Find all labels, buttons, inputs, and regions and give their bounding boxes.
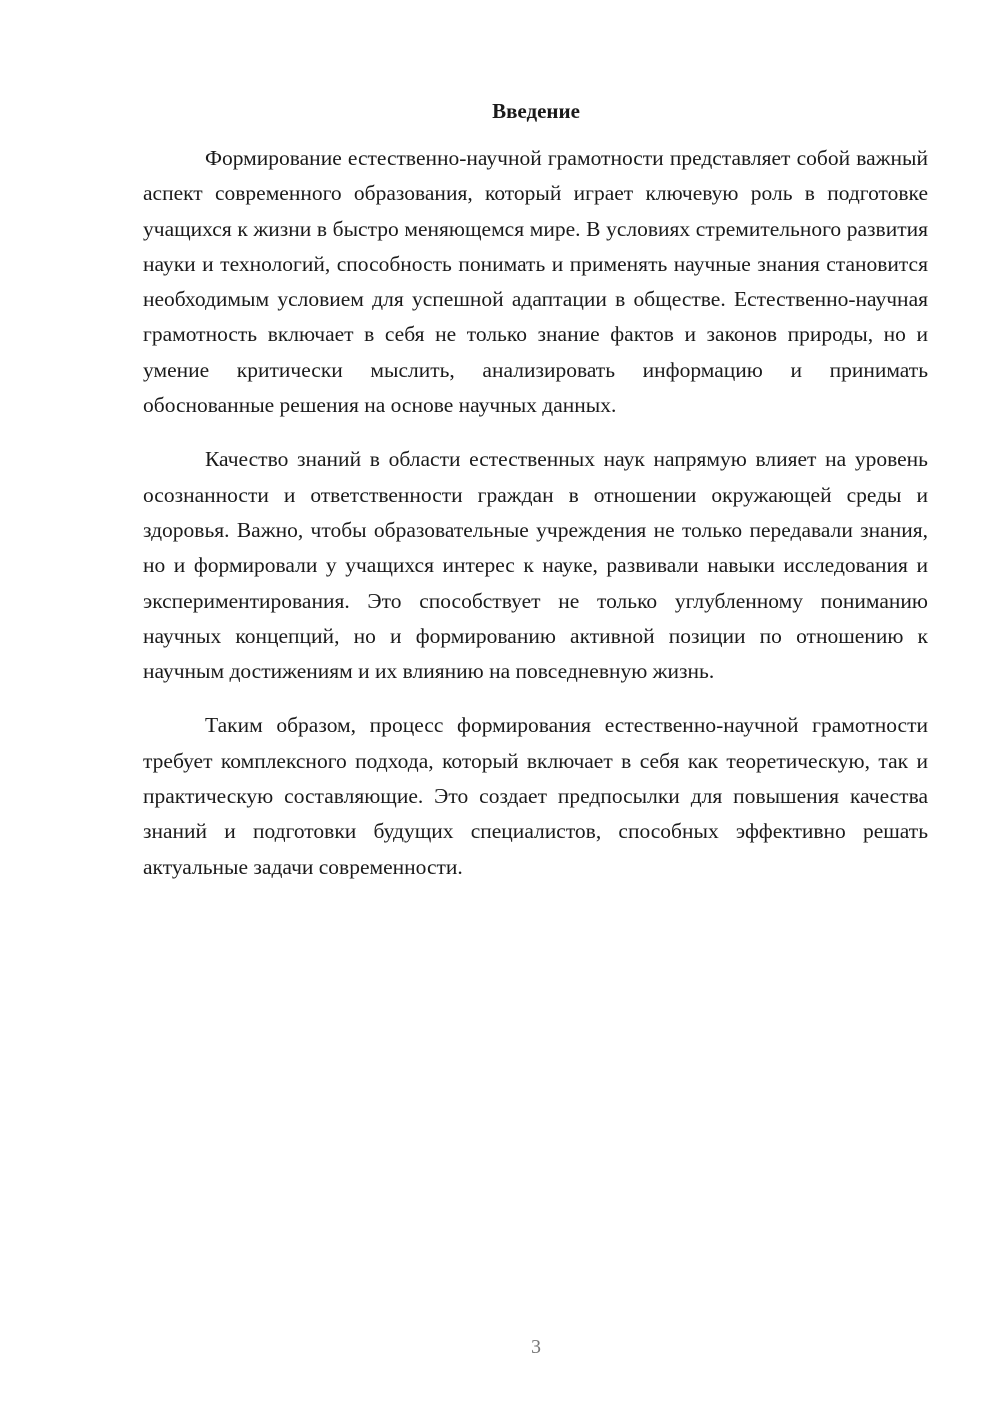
body-text [143, 141, 928, 904]
section-title: Введение [492, 99, 580, 123]
paragraph-2: Качество знаний в области естественных наук напрямую влияет на уровень осознанности и ответственности граждан в отношении окружающей среды и здоровья. Важно, чтобы образовательные учреждения не только передавали знания, но и формировали у учащихся интерес к науке, развивали навыки исследования и экспериментирования. Это способствует не только углубленному пониманию научных концепций, но и формированию активной позиции по отношению к научным достижениям и их влиянию на повседневную жизнь. [143, 447, 928, 684]
paragraph-3: Таким образом, процесс формирования естественно-научной грамотности требует комплексного подхода, который включает в себя как теоретическую, так и практическую составляющие. Это создает предпосылки для повышения качества знаний и подготовки будущих специалистов, способных эффективно решать актуальные задачи современности. [143, 713, 928, 879]
paragraph-1: Формирование естественно-научной грамотности представляет собой важный аспект современного образования, который играет ключевую роль в подготовке учащихся к жизни в быстро меняющемся мире. В условиях стремительного развития науки и технологий, способность понимать и применять научные знания становится необходимым условием для успешной адаптации в обществе. Естественно-научная грамотность включает в себя не только знание фактов и законов природы, но и умение критически мыслить, анализировать информацию и принимать обоснованные решения на основе научных данных. [143, 146, 928, 418]
page-number: 3 [531, 1336, 541, 1358]
